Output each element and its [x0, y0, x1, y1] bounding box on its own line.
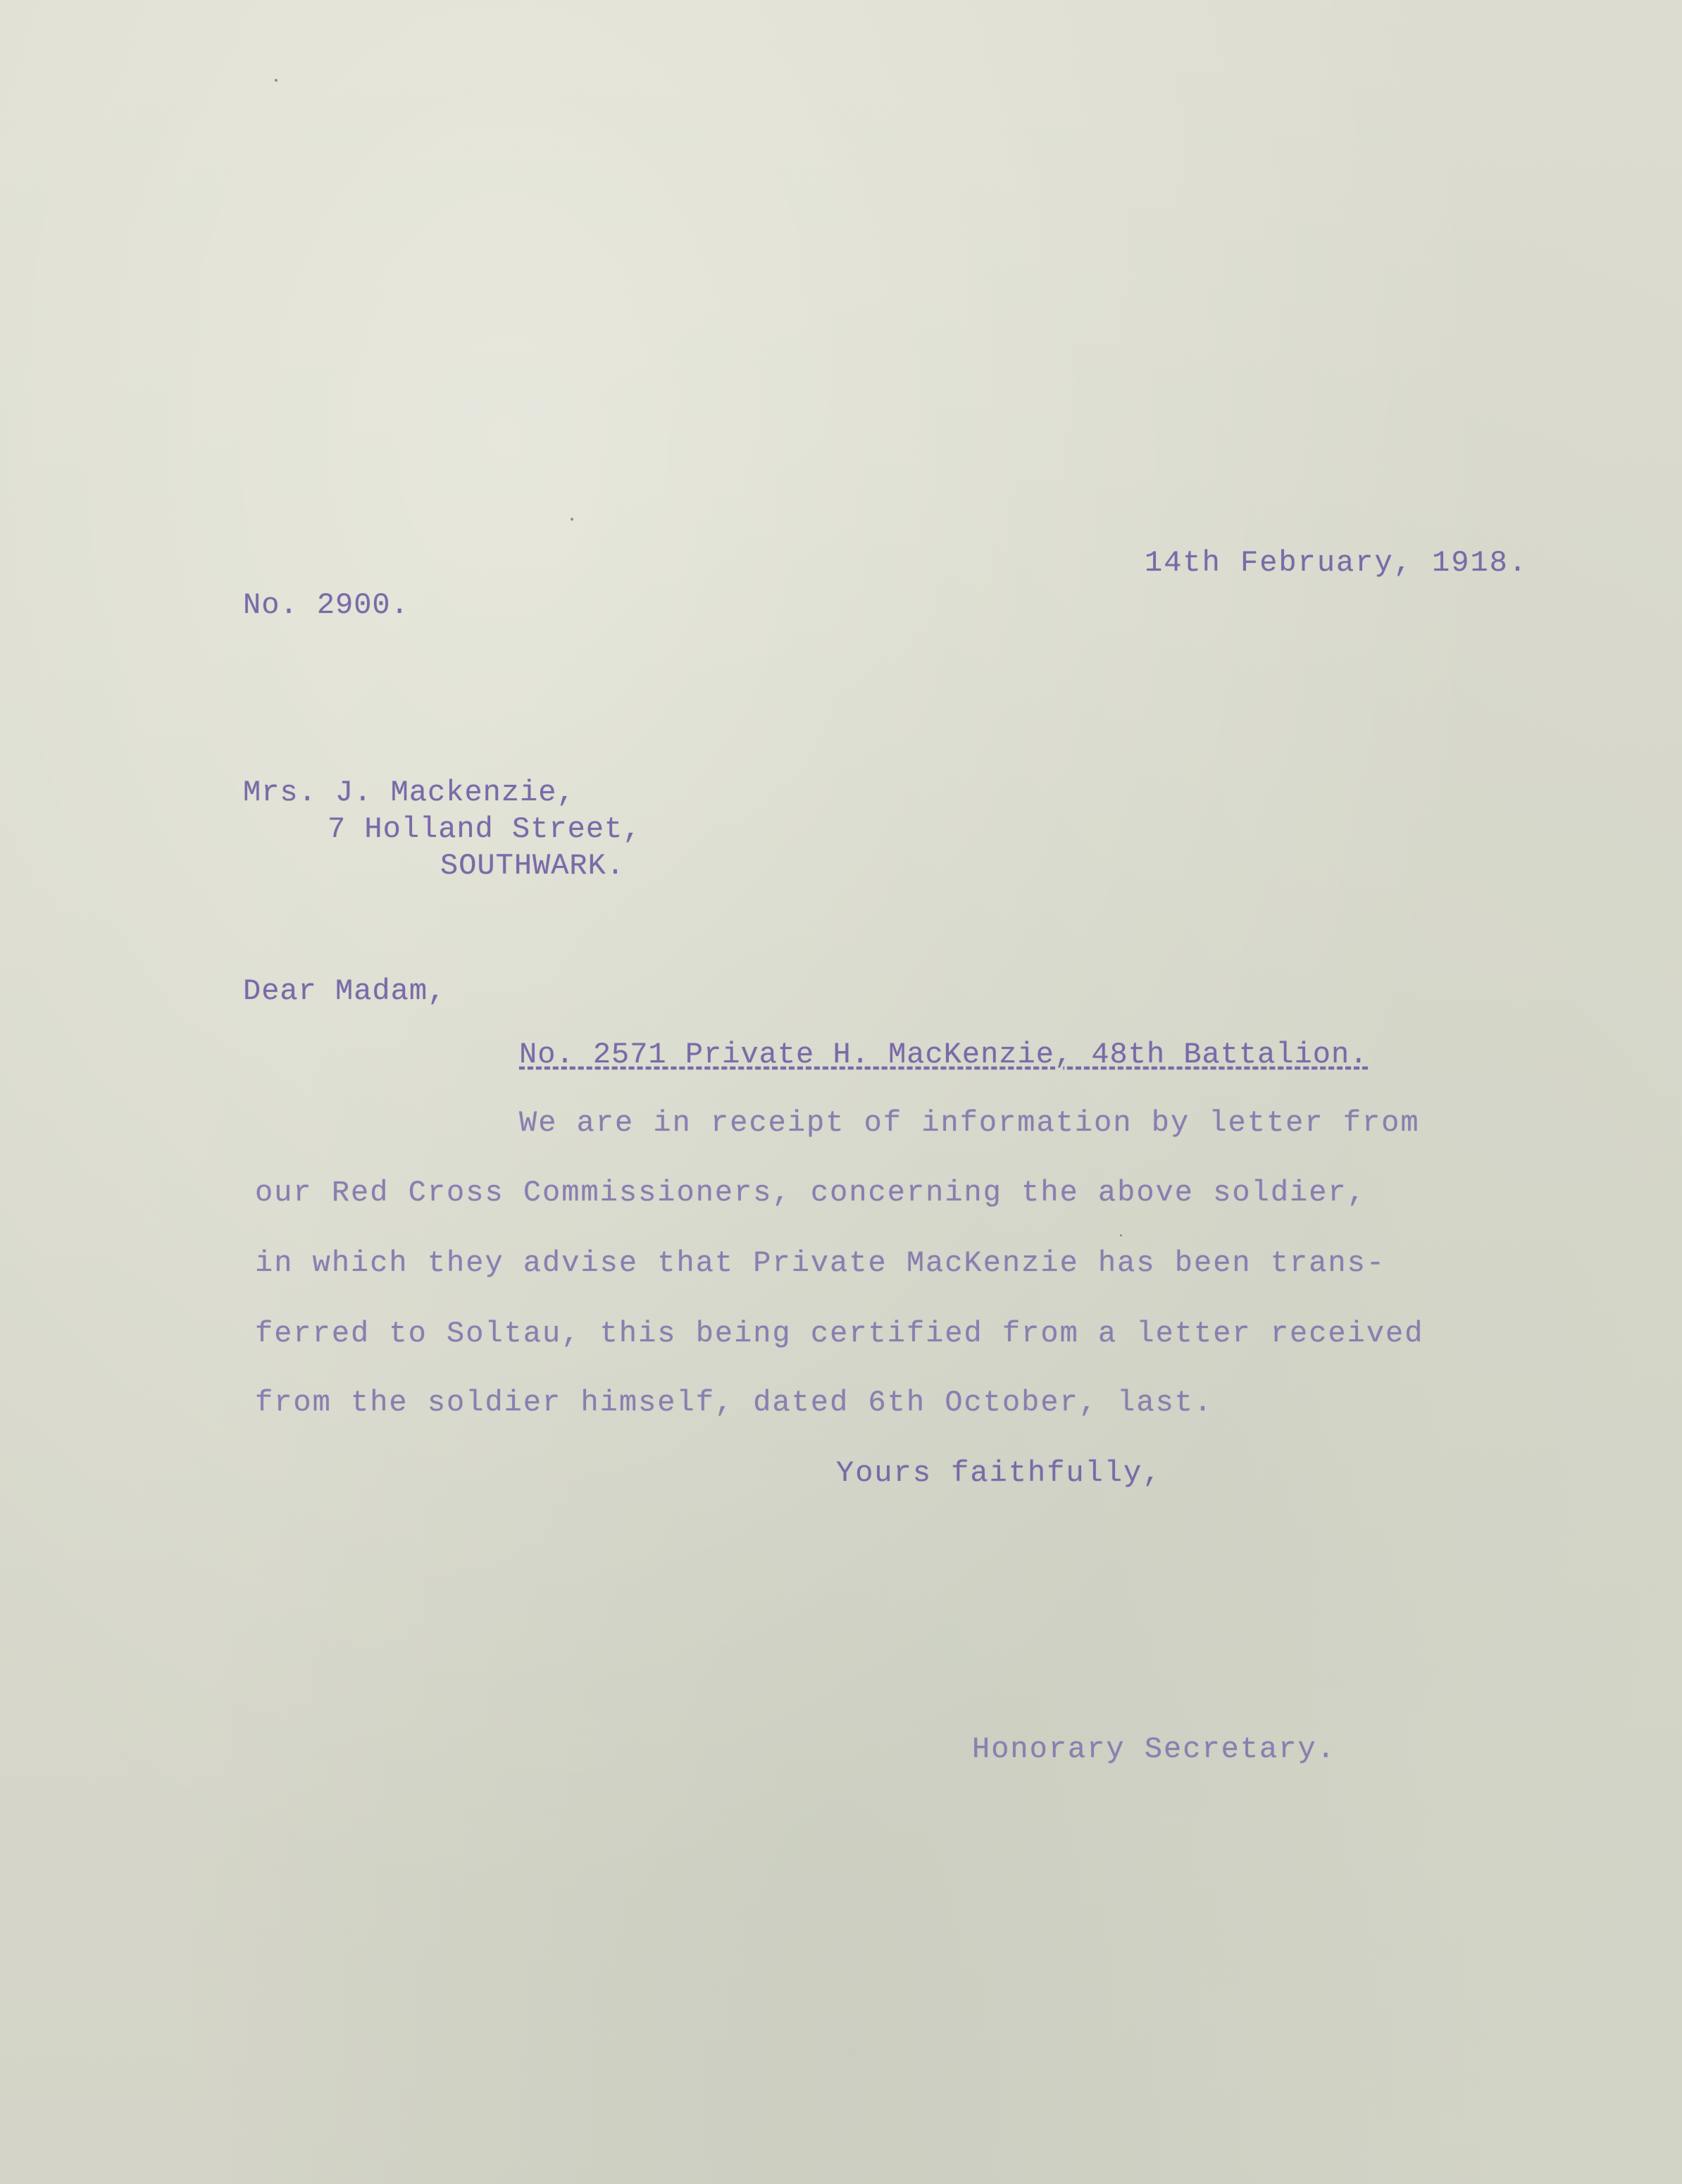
reference-number: No. 2900.: [243, 588, 409, 622]
recipient-name: Mrs. J. Mackenzie,: [243, 776, 575, 809]
paper-speck: [1120, 1234, 1122, 1236]
subject-line: No. 2571 Private H. MacKenzie, 48th Battalion.: [519, 1038, 1369, 1072]
recipient-street: 7 Holland Street,: [328, 812, 642, 846]
body-line: ferred to Soltau, this being certified from a letter received: [255, 1317, 1424, 1351]
recipient-locality: SOUTHWARK.: [440, 849, 625, 883]
body-line: our Red Cross Commissioners, concerning the above soldier,: [255, 1176, 1366, 1210]
signature-title: Honorary Secretary.: [972, 1732, 1336, 1766]
body-line: We are in receipt of information by letter from: [519, 1106, 1420, 1140]
letter-date: 14th February, 1918.: [1145, 546, 1528, 580]
salutation: Dear Madam,: [243, 974, 447, 1008]
body-line: from the soldier himself, dated 6th October, last.: [255, 1386, 1214, 1420]
paper-speck: [275, 79, 278, 82]
closing: Yours faithfully,: [836, 1456, 1162, 1490]
body-line: in which they advise that Private MacKenzie has been trans-: [255, 1246, 1386, 1280]
paper-speck: [571, 518, 573, 521]
